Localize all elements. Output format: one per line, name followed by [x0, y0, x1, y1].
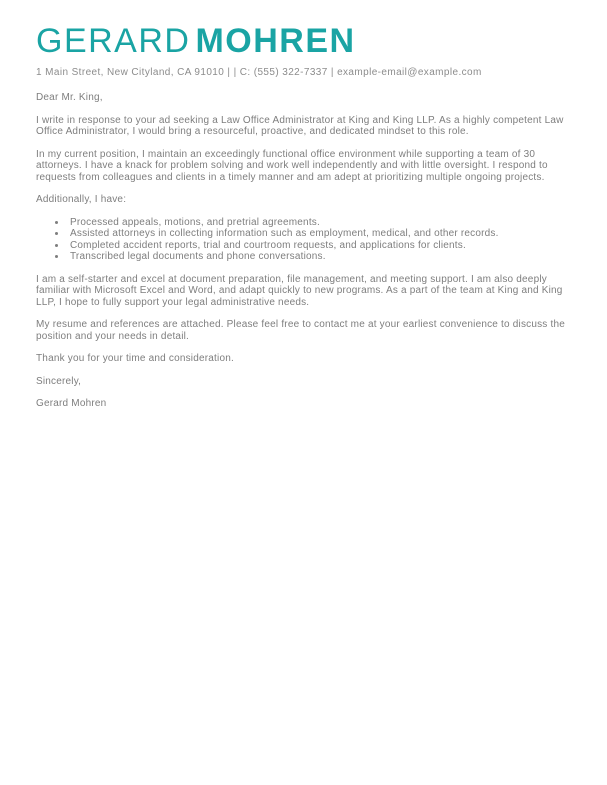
- closing-thanks: Thank you for your time and consideration.: [36, 353, 234, 364]
- valediction: Sincerely,: [36, 375, 82, 387]
- paragraph-skills: I am a self-starter and excel at document preparation, file management, and meeting support. I am also deeply familiar with Microsoft Excel and Word, and adapt quickly to new programs. As a part of the team at King and King LLP, I hope to fully support your legal administrative needs.: [36, 273, 563, 308]
- list-item-appeals: • Processed appeals, motions, and pretrial agreements.: [67, 217, 577, 229]
- accomplishments-list: [36, 217, 577, 263]
- candidate-name: [36, 24, 577, 58]
- list-item-transcription: • Transcribed legal documents and phone conversations.: [67, 251, 577, 263]
- candidate-first-name: GERARD: [36, 22, 191, 60]
- paragraph-intro: I write in response to your ad seeking a Law Office Administrator at King and King LLP. As a highly competent Law Office Administrator, I would bring a resourceful, proactive, and dedicated mindset to this role.: [36, 114, 564, 137]
- contact-line: 1 Main Street, New Cityland, CA 91010 | | C: (555) 322-7337 | example-email@example.com: [36, 67, 482, 78]
- letter-body: [36, 92, 577, 410]
- signature-name: Gerard Mohren: [36, 398, 107, 409]
- list-item-records: • Assisted attorneys in collecting information such as employment, medical, and other records.: [67, 228, 577, 240]
- list-item-reports: • Completed accident reports, trial and courtroom requests, and applications for clients.: [67, 240, 577, 252]
- salutation: Dear Mr. King,: [36, 92, 103, 103]
- paragraph-resume-attached: My resume and references are attached. Please feel free to contact me at your earliest convenience to discuss the position and your needs in detail.: [36, 319, 565, 342]
- candidate-last-name: MOHREN: [195, 22, 356, 60]
- list-intro: Additionally, I have:: [36, 194, 127, 205]
- letterhead: [36, 24, 577, 78]
- paragraph-current-position: In my current position, I maintain an exceedingly functional office environment while supporting a team of 30 attorneys. I have a knack for problem solving and work well independently and with little oversight. I respond to requests from colleagues and clients in a timely manner and am adept at prioritizing multiple ongoing projects.: [36, 148, 548, 183]
